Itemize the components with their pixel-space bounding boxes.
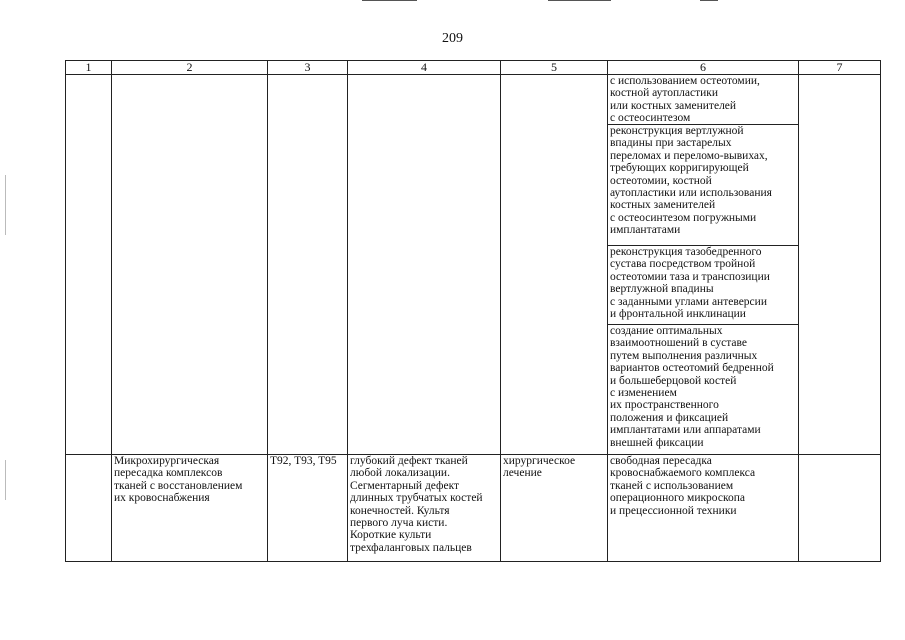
column-header: 3 (268, 61, 348, 75)
column-header: 5 (501, 61, 608, 75)
table-row-continued (66, 75, 881, 455)
cell-col7 (799, 455, 881, 562)
cell-method: свободная пересадка кровоснабжаемого комплекса тканей с использованием операционного микроскопа и прецессионной техники (608, 455, 799, 562)
table-row-microsurgical (66, 455, 881, 562)
scan-margin-mark-top (5, 175, 6, 235)
cell-diagnosis: глубокий дефект тканей любой локализации. Сегментарный дефект длинных трубчатых костей конечностей. Культя первого луча кисти. Короткие культи трехфаланговых пальцев (348, 455, 501, 562)
cell-treatment-type: хирургическое лечение (501, 455, 608, 562)
cell-icd-codes: T92, T93, T95 (268, 455, 348, 562)
cell-col7 (799, 75, 881, 455)
column-header: 7 (799, 61, 881, 75)
top-rule-left (362, 0, 417, 1)
cell-col3 (268, 75, 348, 455)
column-header: 4 (348, 61, 501, 75)
column-header: 2 (112, 61, 268, 75)
cell-col1 (66, 455, 112, 562)
procedures-table (65, 60, 881, 562)
column-number-row (66, 61, 881, 75)
top-rule-right (700, 0, 718, 1)
cell-col5 (501, 75, 608, 455)
method-item: реконструкция вертлужной впадины при застарелых переломах и переломо-вывихах, требующих корригирующей остеотомии, костной аутопластики или использования костных заменителей с остеосинтезом погружными имплантатами (608, 125, 798, 246)
method-item: реконструкция тазобедренного сустава посредством тройной остеотомии таза и транспозиции вертлужной впадины с заданными углами антеверсии и фронтальной инклинации (608, 246, 798, 325)
column-header: 1 (66, 61, 112, 75)
cell-procedure-name: Микрохирургическая пересадка комплексов тканей с восстановлением их кровоснабжения (112, 455, 268, 562)
cell-col6-methods (608, 75, 799, 455)
method-item: с использованием остеотомии, костной аутопластики или костных заменителей с остеосинтезом (608, 75, 798, 125)
column-header: 6 (608, 61, 799, 75)
scan-margin-mark-bottom (5, 460, 6, 500)
method-item: создание оптимальных взаимоотношений в суставе путем выполнения различных вариантов остеотомий бедренной и большеберцовой костей с изменением их пространственного положения и фиксацией имплантатами или аппаратами внешней фиксации (610, 325, 774, 449)
top-rule-middle (548, 0, 611, 1)
cell-col4 (348, 75, 501, 455)
cell-col1 (66, 75, 112, 455)
cell-col2 (112, 75, 268, 455)
page-number: 209 (442, 31, 463, 46)
